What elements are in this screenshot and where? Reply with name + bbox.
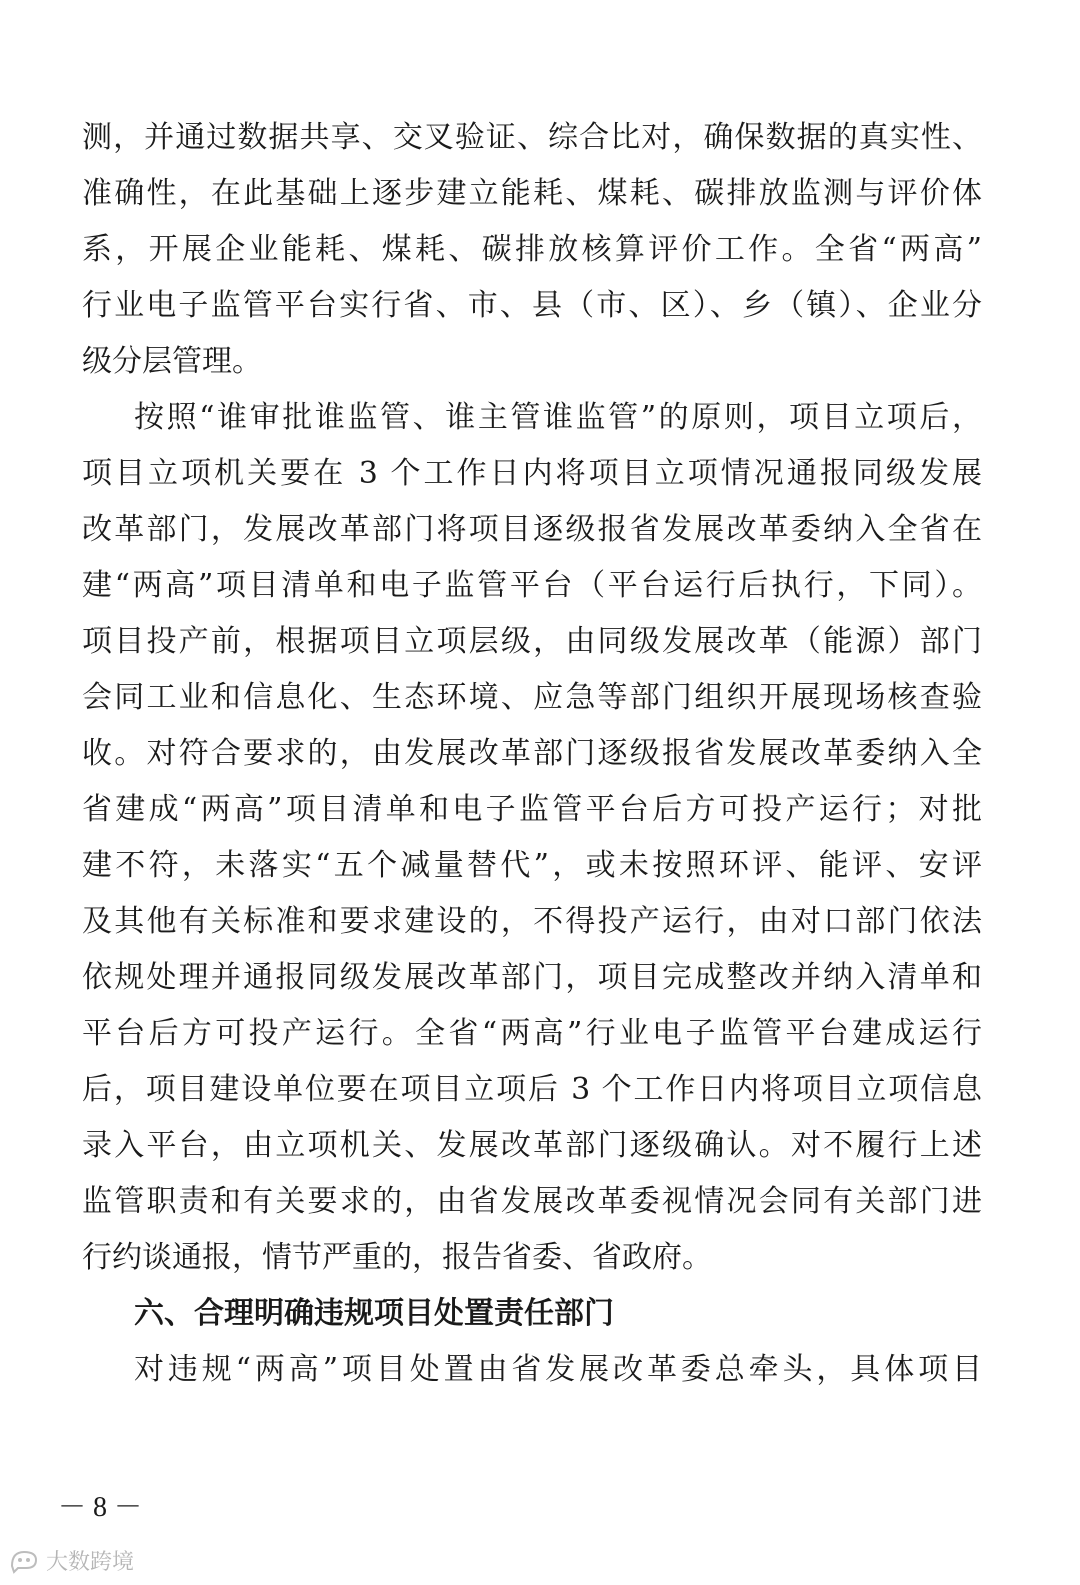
text-line: 监管职责和有关要求的，由省发展改革委视情况会同有关部门进 — [82, 1184, 982, 1219]
watermark-text: 大数跨境 — [46, 1549, 135, 1575]
page-number: － 8 － — [58, 1492, 143, 1523]
text-line: 会同工业和信息化、生态环境、应急等部门组织开展现场核查验 — [82, 680, 982, 715]
text-line: 准确性，在此基础上逐步建立能耗、煤耗、碳排放监测与评价体 — [82, 176, 982, 211]
text-line: 项目投产前，根据项目立项层级，由同级发展改革（能源）部门 — [82, 624, 982, 659]
text-line: 按照“谁审批谁监管、谁主管谁监管”的原则，项目立项后， — [134, 400, 982, 435]
text-line: 依规处理并通报同级发展改革部门，项目完成整改并纳入清单和 — [82, 960, 982, 995]
text-line: 后，项目建设单位要在项目立项后 3 个工作日内将项目立项信息 — [82, 1072, 982, 1107]
text-line: 级分层管理。 — [82, 344, 262, 379]
section-heading: 六、合理明确违规项目处置责任部门 — [134, 1296, 614, 1331]
text-line: 对违规“两高”项目处置由省发展改革委总牵头，具体项目 — [134, 1352, 982, 1387]
text-line: 行业电子监管平台实行省、市、县（市、区）、乡（镇）、企业分 — [82, 288, 982, 323]
brand-logo-icon — [8, 1546, 40, 1574]
text-line: 测，并通过数据共享、交叉验证、综合比对，确保数据的真实性、 — [82, 120, 982, 155]
watermark — [8, 1540, 134, 1580]
text-line: 行约谈通报，情节严重的，报告省委、省政府。 — [82, 1240, 712, 1275]
text-line: 收。对符合要求的，由发展改革部门逐级报省发展改革委纳入全 — [82, 736, 982, 771]
text-line: 录入平台，由立项机关、发展改革部门逐级确认。对不履行上述 — [82, 1128, 982, 1163]
text-line: 及其他有关标准和要求建设的，不得投产运行，由对口部门依法 — [82, 904, 982, 939]
text-line: 建不符，未落实“五个减量替代”，或未按照环评、能评、安评 — [82, 848, 982, 883]
text-line: 平台后方可投产运行。全省“两高”行业电子监管平台建成运行 — [82, 1016, 982, 1051]
text-line: 建“两高”项目清单和电子监管平台（平台运行后执行，下同）。 — [82, 568, 982, 603]
text-line: 系，开展企业能耗、煤耗、碳排放核算评价工作。全省“两高” — [82, 232, 982, 267]
text-line: 改革部门，发展改革部门将项目逐级报省发展改革委纳入全省在 — [82, 512, 982, 547]
text-line: 省建成“两高”项目清单和电子监管平台后方可投产运行；对批 — [82, 792, 982, 827]
text-line: 项目立项机关要在 3 个工作日内将项目立项情况通报同级发展 — [82, 456, 982, 491]
